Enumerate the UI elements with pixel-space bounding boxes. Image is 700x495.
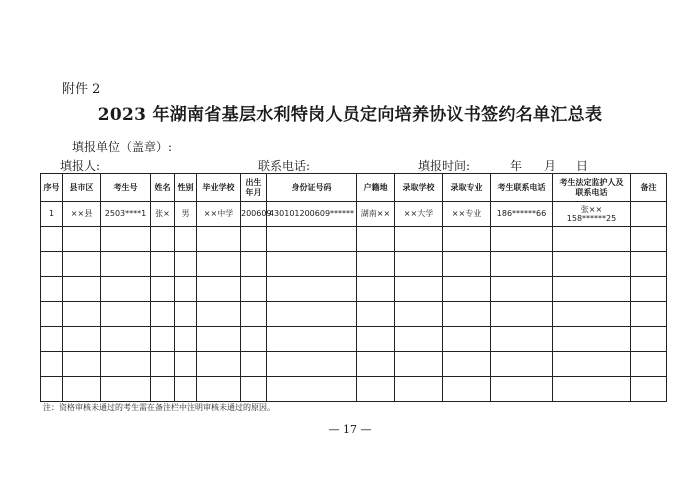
- empty-cell: [41, 302, 63, 327]
- header-cell: 身份证号码: [267, 174, 357, 202]
- empty-row: [41, 352, 667, 377]
- empty-cell: [175, 277, 197, 302]
- empty-cell: [41, 352, 63, 377]
- empty-cell: [197, 327, 241, 352]
- empty-cell: [491, 252, 553, 277]
- empty-cell: [395, 352, 443, 377]
- header-cell: 户籍地: [357, 174, 395, 202]
- header-cell: 性别: [175, 174, 197, 202]
- empty-cell: [267, 252, 357, 277]
- empty-cell: [197, 227, 241, 252]
- empty-cell: [357, 327, 395, 352]
- empty-cell: [151, 377, 175, 402]
- table-cell: 200609: [241, 202, 267, 227]
- empty-cell: [553, 327, 631, 352]
- empty-cell: [241, 327, 267, 352]
- empty-cell: [63, 302, 101, 327]
- empty-cell: [553, 252, 631, 277]
- empty-cell: [63, 227, 101, 252]
- empty-cell: [267, 352, 357, 377]
- empty-cell: [197, 302, 241, 327]
- empty-cell: [101, 327, 151, 352]
- empty-cell: [197, 352, 241, 377]
- empty-cell: [357, 352, 395, 377]
- empty-cell: [443, 227, 491, 252]
- empty-cell: [395, 277, 443, 302]
- header-row: [41, 174, 667, 202]
- table-cell: 1: [41, 202, 63, 227]
- empty-cell: [151, 302, 175, 327]
- empty-cell: [101, 377, 151, 402]
- table-cell: 张×: [151, 202, 175, 227]
- phone-label: 联系电话:: [258, 159, 311, 173]
- signing-list-table: [40, 173, 667, 402]
- empty-row: [41, 377, 667, 402]
- table-cell: 湖南××: [357, 202, 395, 227]
- empty-cell: [443, 252, 491, 277]
- empty-cell: [631, 227, 667, 252]
- document-title: 2023 年湖南省基层水利特岗人员定向培养协议书签约名单汇总表: [97, 105, 603, 125]
- month-label: 月: [544, 159, 557, 173]
- empty-cell: [63, 377, 101, 402]
- header-cell: 县市区: [63, 174, 101, 202]
- empty-cell: [197, 252, 241, 277]
- empty-cell: [631, 302, 667, 327]
- empty-cell: [151, 252, 175, 277]
- reporter-label: 填报人:: [60, 159, 101, 173]
- header-cell: 备注: [631, 174, 667, 202]
- empty-cell: [241, 227, 267, 252]
- empty-cell: [151, 327, 175, 352]
- header-cell: 考生联系电话: [491, 174, 553, 202]
- empty-cell: [41, 377, 63, 402]
- empty-cell: [241, 277, 267, 302]
- empty-cell: [197, 377, 241, 402]
- empty-cell: [553, 352, 631, 377]
- empty-cell: [357, 277, 395, 302]
- empty-cell: [443, 302, 491, 327]
- header-cell: 毕业学校: [197, 174, 241, 202]
- empty-cell: [443, 327, 491, 352]
- empty-cell: [101, 302, 151, 327]
- empty-cell: [553, 302, 631, 327]
- empty-cell: [443, 277, 491, 302]
- empty-cell: [151, 227, 175, 252]
- empty-cell: [41, 227, 63, 252]
- empty-cell: [241, 302, 267, 327]
- empty-cell: [357, 377, 395, 402]
- empty-cell: [41, 252, 63, 277]
- empty-cell: [41, 277, 63, 302]
- empty-cell: [101, 277, 151, 302]
- empty-cell: [491, 277, 553, 302]
- empty-cell: [553, 227, 631, 252]
- empty-cell: [491, 377, 553, 402]
- header-cell: 序号: [41, 174, 63, 202]
- table-cell: ××县: [63, 202, 101, 227]
- page-number: — 17 —: [328, 423, 372, 436]
- empty-row: [41, 277, 667, 302]
- empty-cell: [357, 227, 395, 252]
- empty-cell: [101, 252, 151, 277]
- table-cell: 430101200609******: [267, 202, 357, 227]
- empty-cell: [175, 377, 197, 402]
- empty-cell: [41, 327, 63, 352]
- empty-row: [41, 302, 667, 327]
- header-cell: 考生法定监护人及联系电话: [553, 174, 631, 202]
- fill-unit-label: 填报单位（盖章）:: [72, 140, 173, 154]
- annex-label: 附件 2: [62, 82, 101, 97]
- header-cell: 出生年月: [241, 174, 267, 202]
- empty-cell: [175, 327, 197, 352]
- empty-cell: [175, 302, 197, 327]
- empty-cell: [357, 252, 395, 277]
- table-cell: ××中学: [197, 202, 241, 227]
- empty-cell: [631, 252, 667, 277]
- empty-cell: [241, 352, 267, 377]
- empty-cell: [631, 327, 667, 352]
- empty-cell: [63, 252, 101, 277]
- empty-cell: [631, 377, 667, 402]
- empty-cell: [267, 327, 357, 352]
- table-cell: 2503****1: [101, 202, 151, 227]
- empty-cell: [151, 352, 175, 377]
- table-cell: 张×× 158******25: [553, 202, 631, 227]
- empty-cell: [553, 377, 631, 402]
- empty-cell: [395, 252, 443, 277]
- empty-cell: [175, 352, 197, 377]
- table-cell: [631, 202, 667, 227]
- header-cell: 考生号: [101, 174, 151, 202]
- empty-cell: [395, 327, 443, 352]
- fill-time-label: 填报时间:: [418, 159, 471, 173]
- empty-cell: [267, 302, 357, 327]
- empty-cell: [267, 227, 357, 252]
- empty-cell: [63, 352, 101, 377]
- empty-cell: [491, 327, 553, 352]
- empty-cell: [491, 227, 553, 252]
- empty-cell: [395, 377, 443, 402]
- empty-cell: [241, 252, 267, 277]
- empty-cell: [267, 277, 357, 302]
- empty-cell: [241, 377, 267, 402]
- empty-cell: [631, 352, 667, 377]
- empty-row: [41, 227, 667, 252]
- header-cell: 录取专业: [443, 174, 491, 202]
- empty-cell: [491, 302, 553, 327]
- empty-row: [41, 327, 667, 352]
- year-label: 年: [510, 159, 523, 173]
- table-row: [41, 202, 667, 227]
- empty-cell: [197, 277, 241, 302]
- empty-cell: [395, 302, 443, 327]
- empty-cell: [175, 227, 197, 252]
- empty-cell: [63, 277, 101, 302]
- footnote: 注：资格审核未通过的考生需在备注栏中注明审核未通过的原因。: [43, 403, 275, 412]
- empty-cell: [101, 352, 151, 377]
- empty-cell: [63, 327, 101, 352]
- table-cell: ××大学: [395, 202, 443, 227]
- empty-cell: [553, 277, 631, 302]
- header-cell: 姓名: [151, 174, 175, 202]
- table-cell: 男: [175, 202, 197, 227]
- empty-cell: [175, 252, 197, 277]
- empty-cell: [395, 227, 443, 252]
- empty-cell: [357, 302, 395, 327]
- empty-cell: [631, 277, 667, 302]
- table-cell: 186******66: [491, 202, 553, 227]
- empty-cell: [443, 352, 491, 377]
- header-cell: 录取学校: [395, 174, 443, 202]
- day-label: 日: [576, 159, 589, 173]
- empty-cell: [491, 352, 553, 377]
- empty-cell: [101, 227, 151, 252]
- table-cell: ××专业: [443, 202, 491, 227]
- empty-row: [41, 252, 667, 277]
- empty-cell: [443, 377, 491, 402]
- empty-cell: [151, 277, 175, 302]
- empty-cell: [267, 377, 357, 402]
